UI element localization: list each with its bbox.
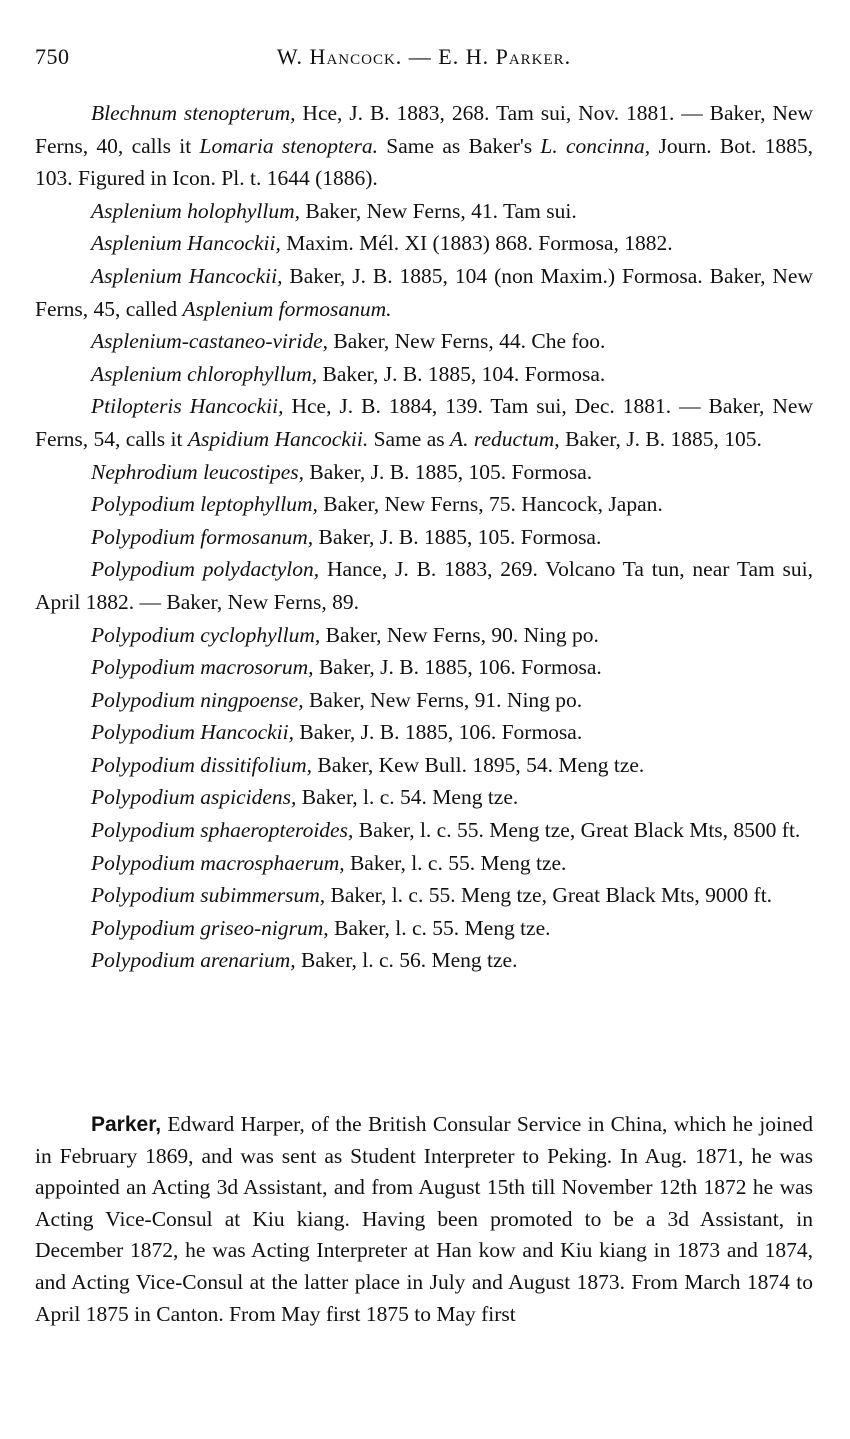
species-name: Asplenium holophyllum, bbox=[91, 198, 301, 223]
species-entry bbox=[35, 814, 813, 847]
species-citation: Hce, J. B. 1884, 139. Tam sui, Dec. 1881. — Baker, New Ferns, 54, calls it bbox=[35, 394, 813, 451]
species-name: Aspidium Hancockii. bbox=[187, 426, 369, 451]
species-citation: Baker, l. c. 54. Meng tze. bbox=[296, 785, 519, 810]
species-name: Polypodium polydactylon, bbox=[91, 557, 320, 582]
species-name: Asplenium Hancockii, bbox=[91, 231, 281, 256]
species-name: Polypodium macrosphaerum, bbox=[91, 850, 345, 875]
species-name: Asplenium-castaneo-viride, bbox=[91, 329, 329, 354]
species-name: Lomaria stenoptera. bbox=[199, 133, 378, 158]
species-citation: Hce, J. B. 1883, 268. Tam sui, Nov. 1881. — Baker, New Ferns, 40, calls it bbox=[35, 101, 813, 158]
species-name: L. concinna, bbox=[540, 133, 651, 158]
species-citation: Baker, l. c. 55. Meng tze. bbox=[344, 850, 567, 875]
species-citation: Baker, J. B. 1885, 106. Formosa. bbox=[313, 655, 602, 680]
species-entry bbox=[35, 195, 813, 228]
species-entry bbox=[35, 456, 813, 489]
species-citation: Baker, l. c. 55. Meng tze, Great Black Mts, 9000 ft. bbox=[325, 883, 773, 908]
species-name: Polypodium subimmersum, bbox=[91, 883, 326, 908]
species-citation: Baker, New Ferns, 90. Ning po. bbox=[320, 622, 599, 647]
species-name: Polypodium Hancockii, bbox=[91, 720, 295, 745]
species-citation: Hance, J. B. 1883, 269. Volcano Ta tun, near Tam sui, April 1882. — Baker, New Ferns, 89. bbox=[35, 557, 813, 614]
species-entry bbox=[35, 521, 813, 554]
species-name: Asplenium Hancockii, bbox=[91, 263, 283, 288]
species-entry bbox=[35, 749, 813, 782]
species-name: Polypodium sphaeropteroides, bbox=[91, 818, 354, 843]
species-citation: Same as bbox=[368, 426, 451, 451]
species-citation: Maxim. Mél. XI (1883) 868. Formosa, 1882. bbox=[280, 231, 673, 256]
page-number: 750 bbox=[35, 44, 70, 69]
species-citation: Baker, J. B. 1885, 105. Formosa. bbox=[303, 459, 593, 484]
species-entry bbox=[35, 358, 813, 391]
species-name: Asplenium chlorophyllum, bbox=[91, 361, 318, 386]
species-citation: Baker, Kew Bull. 1895, 54. Meng tze. bbox=[311, 752, 645, 777]
species-name: Polypodium leptophyllum, bbox=[91, 492, 318, 517]
species-entry bbox=[35, 390, 813, 455]
species-list bbox=[35, 97, 813, 977]
species-citation: Baker, J. B. 1885, 104. Formosa. bbox=[317, 361, 606, 386]
species-citation: Baker, J. B. 1885, 104 (non Maxim.) Formosa. Baker, New Ferns, 45, called bbox=[35, 263, 813, 321]
species-citation: Baker, J. B. 1885, 105. Formosa. bbox=[313, 524, 602, 549]
species-name: Polypodium cyclophyllum, bbox=[91, 622, 321, 647]
species-entry bbox=[35, 879, 813, 912]
species-name: Polypodium griseo-nigrum, bbox=[91, 915, 329, 940]
species-name: Blechnum stenopterum, bbox=[91, 101, 296, 125]
species-citation: Baker, New Ferns, 44. Che foo. bbox=[328, 329, 606, 354]
species-entry bbox=[35, 781, 813, 814]
species-citation: Baker, l. c. 55. Meng tze. bbox=[328, 915, 551, 940]
species-entry bbox=[35, 944, 813, 977]
species-name: Polypodium arenarium, bbox=[91, 948, 296, 973]
species-entry bbox=[35, 553, 813, 618]
species-entry bbox=[35, 847, 813, 880]
page-header bbox=[35, 44, 813, 76]
species-name: A. reductum, bbox=[450, 426, 560, 451]
species-citation: Baker, New Ferns, 91. Ning po. bbox=[303, 687, 583, 712]
species-entry bbox=[35, 260, 813, 325]
species-citation: Baker, J. B. 1885, 105. bbox=[559, 426, 762, 451]
running-head: W. Hancock. — E. H. Parker. bbox=[276, 44, 572, 69]
species-name: Polypodium ningpoense, bbox=[91, 687, 304, 712]
species-entry bbox=[35, 325, 813, 358]
species-name: Nephrodium leucostipes, bbox=[91, 459, 304, 484]
species-entry bbox=[35, 488, 813, 521]
species-citation: Baker, l. c. 55. Meng tze, Great Black Mts, 8500 ft. bbox=[353, 818, 801, 843]
species-name: Polypodium dissitifolium, bbox=[91, 752, 312, 777]
species-citation: Baker, New Ferns, 75. Hancock, Japan. bbox=[317, 492, 663, 517]
biography-text: Edward Harper, of the British Consular Service in China, which he joined in February 1869, and was sent as Student Interpreter to Peking. In Aug. 1871, he was appointed an Acting 3d Assistant, and from August 15th till November 12th 1872 he was Acting Vice-Consul at Kiu kiang. Having been promoted to be a 3d Assistant, in December 1872, he was Acting Interpreter at Han kow and Kiu kiang in 1873 and 1874, and Acting Vice-Consul at the latter place in July and August 1873. From March 1874 to April 1875 in Canton. From May first 1875 to May first bbox=[35, 1112, 813, 1326]
species-citation: Baker, l. c. 56. Meng tze. bbox=[295, 948, 518, 973]
species-name: Polypodium formosanum, bbox=[91, 524, 314, 549]
species-entry bbox=[35, 684, 813, 717]
species-name: Polypodium macrosorum, bbox=[91, 655, 314, 680]
species-entry bbox=[35, 619, 813, 652]
species-name: Ptilopteris Hancockii, bbox=[91, 394, 284, 419]
biography-paragraph bbox=[35, 1109, 813, 1330]
species-citation: Baker, New Ferns, 41. Tam sui. bbox=[300, 198, 577, 223]
species-entry bbox=[35, 651, 813, 684]
species-entry bbox=[35, 912, 813, 945]
species-entry bbox=[35, 716, 813, 749]
species-citation: Journ. Bot. 1885, 103. Figured in Icon. Pl. t. 1644 (1886). bbox=[35, 133, 813, 191]
species-entry bbox=[35, 97, 813, 195]
species-name: Polypodium aspicidens, bbox=[91, 785, 297, 810]
biography-name: Parker, bbox=[91, 1113, 162, 1136]
species-citation: Baker, J. B. 1885, 106. Formosa. bbox=[294, 720, 583, 745]
species-entry bbox=[35, 227, 813, 260]
species-name: Asplenium formosanum. bbox=[182, 296, 392, 321]
species-citation: Same as Baker's bbox=[378, 133, 541, 158]
